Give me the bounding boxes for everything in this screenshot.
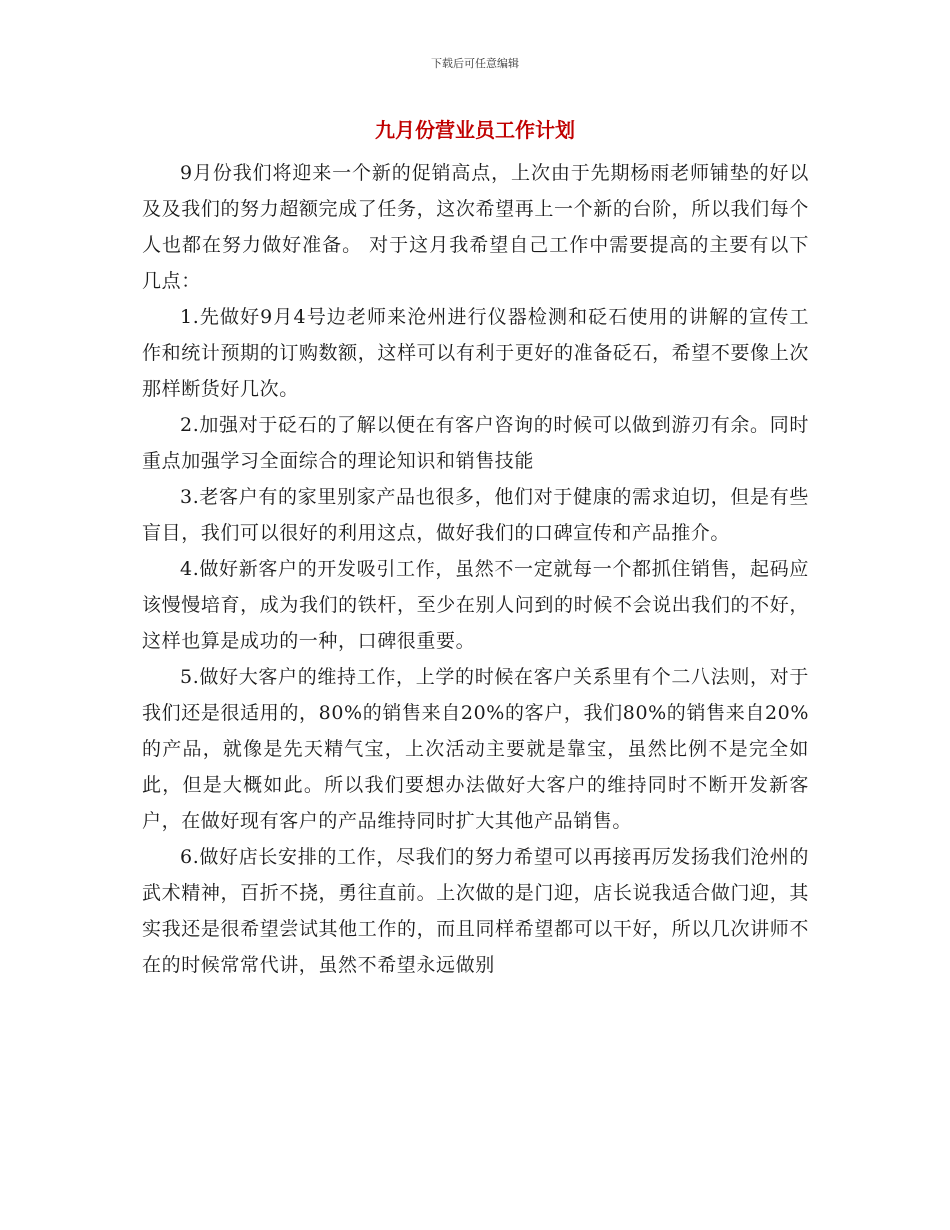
paragraph-item-3: 3.老客户有的家里别家产品也很多，他们对于健康的需求迫切，但是有些盲目，我们可以很好的利用这点，做好我们的口碑宣传和产品推介。 <box>142 486 809 544</box>
paragraph-item-5: 5.做好大客户的维持工作，上学的时候在客户关系里有个二八法则，对于我们还是很适用的，80%的销售来自20%的客户，我们80%的销售来自20%的产品，就像是先天精气宝，上次活动主要就是靠宝，虽然比例不是完全如此，但是大概如此。所以我们要想办法做好大客户的维持同时不断开发新客户，在做好现有客户的产品维持同时扩大其他产品销售。 <box>142 666 809 832</box>
header-note: 下载后可任意编辑 <box>431 57 519 70</box>
document-body <box>142 155 809 983</box>
paragraph-item-4: 4.做好新客户的开发吸引工作，虽然不一定就每一个都抓住销售，起码应该慢慢培育，成为我们的铁杆，至少在别人问到的时候不会说出我们的不好，这样也算是成功的一种，口碑很重要。 <box>142 558 809 652</box>
paragraph-item-1: 1.先做好9月4号边老师来沧州进行仪器检测和砭石使用的讲解的宣传工作和统计预期的订购数额，这样可以有利于更好的准备砭石，希望不要像上次那样断货好几次。 <box>142 306 809 400</box>
paragraph-item-2: 2.加强对于砭石的了解以便在有客户咨询的时候可以做到游刃有余。同时重点加强学习全面综合的理论知识和销售技能 <box>142 414 809 472</box>
paragraph-item-6: 6.做好店长安排的工作，尽我们的努力希望可以再接再厉发扬我们沧州的武术精神，百折不挠，勇往直前。上次做的是门迎，店长说我适合做门迎，其实我还是很希望尝试其他工作的，而且同样希望都可以干好，所以几次讲师不在的时候常常代讲，虽然不希望永远做别 <box>142 846 809 976</box>
document-title: 九月份营业员工作计划 <box>375 118 575 142</box>
paragraph-intro: 9月份我们将迎来一个新的促销高点，上次由于先期杨雨老师铺垫的好以及及我们的努力超额完成了任务，这次希望再上一个新的台阶，所以我们每个人也都在努力做好准备。 对于这月我希望自己工作中需要提高的主要有以下几点： <box>142 162 809 292</box>
